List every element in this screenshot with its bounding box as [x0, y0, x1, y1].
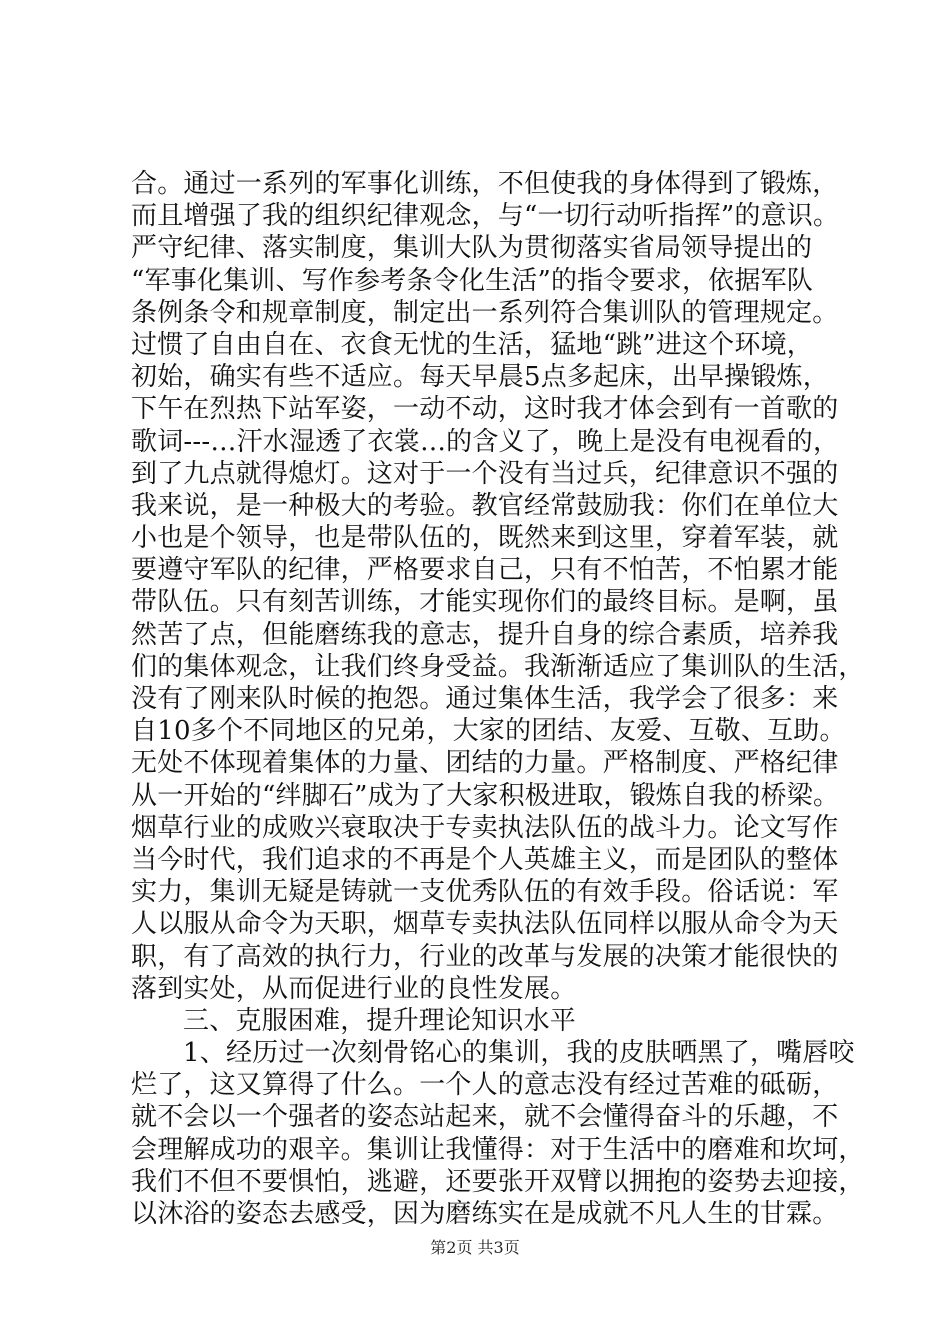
text-line: 实力，集训无疑是铸就一支优秀队伍的有效手段。俗话说：军 [131, 877, 839, 908]
paragraph-first-line: 1、经历过一次刻骨铭心的集训，我的皮肤晒黑了，嘴唇咬 [183, 1038, 855, 1069]
text-line: 们的集体观念，让我们终身受益。我渐渐适应了集训队的生活， [131, 651, 865, 682]
text-line: 初始，确实有些不适应。每天早晨5点多起床，出早操锻炼， [131, 362, 829, 393]
text-line: 从一开始的“绊脚石”成为了大家积极进取，锻炼自我的桥梁。 [131, 780, 840, 811]
text-line: 人以服从命令为天职，烟草专卖执法队伍同样以服从命令为天 [131, 909, 839, 940]
page-number-footer: 第2页 共3页 [430, 1238, 520, 1257]
text-line: 就不会以一个强者的姿态站起来，就不会懂得奋斗的乐趣，不 [131, 1102, 839, 1133]
text-line: 没有了刚来队时候的抱怨。通过集体生活，我学会了很多：来 [131, 684, 839, 714]
section-heading: 三、克服困难，提升理论知识水平 [183, 1005, 577, 1036]
text-line: 落到实处，从而促进行业的良性发展。 [131, 973, 577, 1004]
text-line: 我们不但不要惧怕，逃避，还要张开双臂以拥抱的姿势去迎接， [131, 1166, 865, 1197]
text-line: 过惯了自由自在、衣食无忧的生活，猛地“跳”进这个环境， [131, 329, 813, 360]
text-line: 严守纪律、落实制度，集训大队为贯彻落实省局领导提出的 [131, 233, 813, 264]
text-line: 以沐浴的姿态去感受，因为磨练实在是成就不凡人生的甘霖。 [131, 1199, 839, 1229]
text-line: 带队伍。只有刻苦训练，才能实现你们的最终目标。是啊，虽 [131, 587, 839, 618]
text-line: 然苦了点，但能磨练我的意志，提升自身的综合素质，培养我 [131, 619, 839, 650]
text-line: 我来说，是一种极大的考验。教官经常鼓励我：你们在单位大 [131, 490, 839, 521]
text-line: 下午在烈热下站军姿，一动不动，这时我才体会到有一首歌的 [131, 394, 839, 425]
text-line: 会理解成功的艰辛。集训让我懂得：对于生活中的磨难和坎坷， [131, 1134, 865, 1165]
text-line: 要遵守军队的纪律，严格要求自己，只有不怕苦，不怕累才能 [131, 555, 839, 586]
text-line: 小也是个领导，也是带队伍的，既然来到这里，穿着军装，就 [131, 523, 839, 554]
document-body [131, 168, 865, 1230]
text-line: 自10多个不同地区的兄弟，大家的团结、友爱、互敬、互助。 [131, 716, 846, 747]
text-line: 职，有了高效的执行力，行业的改革与发展的决策才能很快的 [131, 941, 839, 972]
text-line: 条例条令和规章制度，制定出一系列符合集训队的管理规定。 [131, 297, 839, 328]
text-line: “军事化集训、写作参考条令化生活”的指令要求，依据军队 [131, 265, 813, 296]
text-line: 无处不体现着集体的力量、团结的力量。严格制度、严格纪律 [131, 748, 839, 779]
text-line: 烟草行业的成败兴衰取决于专卖执法队伍的战斗力。论文写作 [131, 812, 839, 843]
text-line: 合。通过一系列的军事化训练，不但使我的身体得到了锻炼， [131, 169, 839, 199]
text-line: 而且增强了我的组织纪律观念，与“一切行动听指挥”的意识。 [131, 201, 840, 232]
text-line: 烂了，这又算得了什么。一个人的意志没有经过苦难的砥砺， [131, 1070, 839, 1101]
text-line: 歌词---…汗水湿透了衣裳…的含义了，晚上是没有电视看的， [131, 426, 840, 457]
text-line: 到了九点就得熄灯。这对于一个没有当过兵，纪律意识不强的 [131, 458, 839, 489]
text-line: 当今时代，我们追求的不再是个人英雄主义，而是团队的整体 [131, 844, 839, 875]
